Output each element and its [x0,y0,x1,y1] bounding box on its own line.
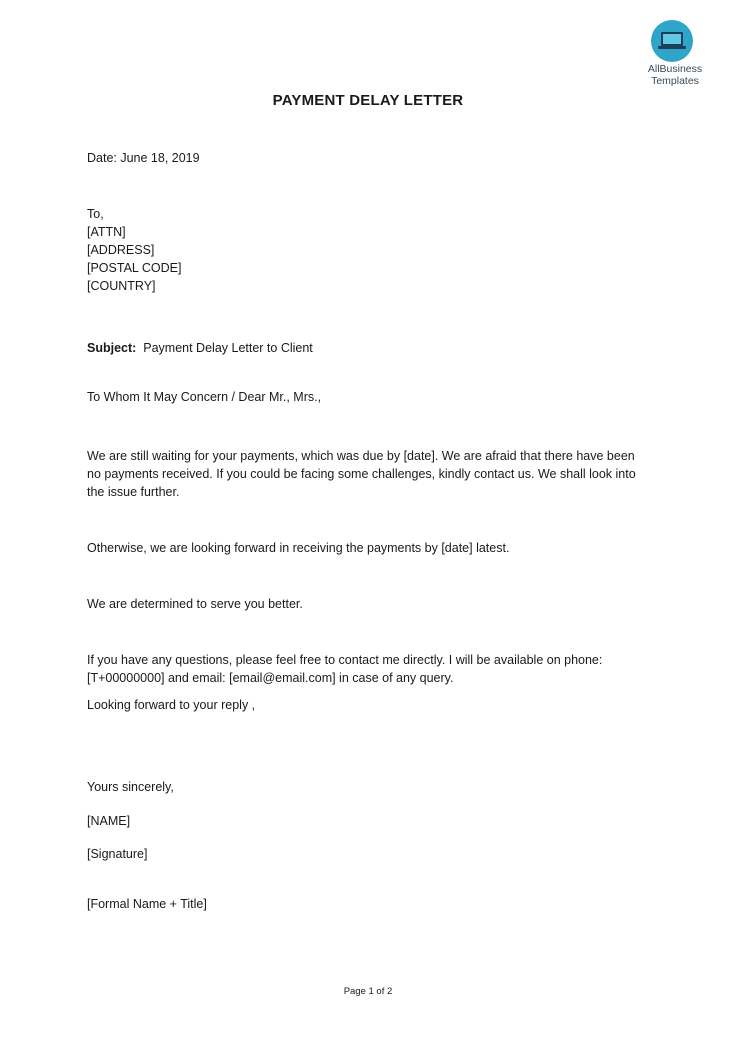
letter-title: PAYMENT DELAY LETTER [272,92,464,109]
logo-line-1: AllBusiness [647,63,703,75]
subject-line [87,339,313,357]
sender-formal-name-title: [Formal Name + Title] [87,897,207,911]
logo-circle [651,20,693,62]
paragraph-commitment: We are determined to serve you better. [87,597,303,611]
salutation: To Whom It May Concern / Dear Mr., Mrs., [87,390,322,404]
sender-signature: [Signature] [87,847,148,861]
recipient-block [87,205,181,295]
paragraph-looking-forward: Looking forward to your reply , [87,698,256,712]
subject-text: Payment Delay Letter to Client [136,341,313,355]
recipient-address: [ADDRESS] [87,243,155,257]
sender-name: [NAME] [87,814,131,828]
recipient-attn: [ATTN] [87,225,126,239]
logo-line-2: Templates [651,75,699,87]
paragraph-contact: If you have any questions, please feel free to contact me directly. I will be available on phone: [T+00000000] and email: [email@email.com] in case of any query. [87,653,603,685]
letter-date: Date: June 18, 2019 [87,151,200,165]
laptop-base [658,46,686,49]
subject-label: Subject: [87,341,137,355]
recipient-country: [COUNTRY] [87,279,156,293]
paragraph-payment-overdue: We are still waiting for your payments, which was due by [date]. We are afraid that there have been no payments received. If you could be facing some challenges, kindly contact us. We shall look into the issue further. [87,449,636,499]
recipient-to: To, [87,207,104,221]
logo-text [640,63,710,87]
sign-off: Yours sincerely, [87,780,174,794]
page-number: Page 1 of 2 [343,986,393,997]
company-logo [640,20,710,88]
paragraph-payment-deadline: Otherwise, we are looking forward in receiving the payments by [date] latest. [87,541,510,555]
recipient-postal-code: [POSTAL CODE] [87,261,182,275]
laptop-icon [661,32,683,46]
